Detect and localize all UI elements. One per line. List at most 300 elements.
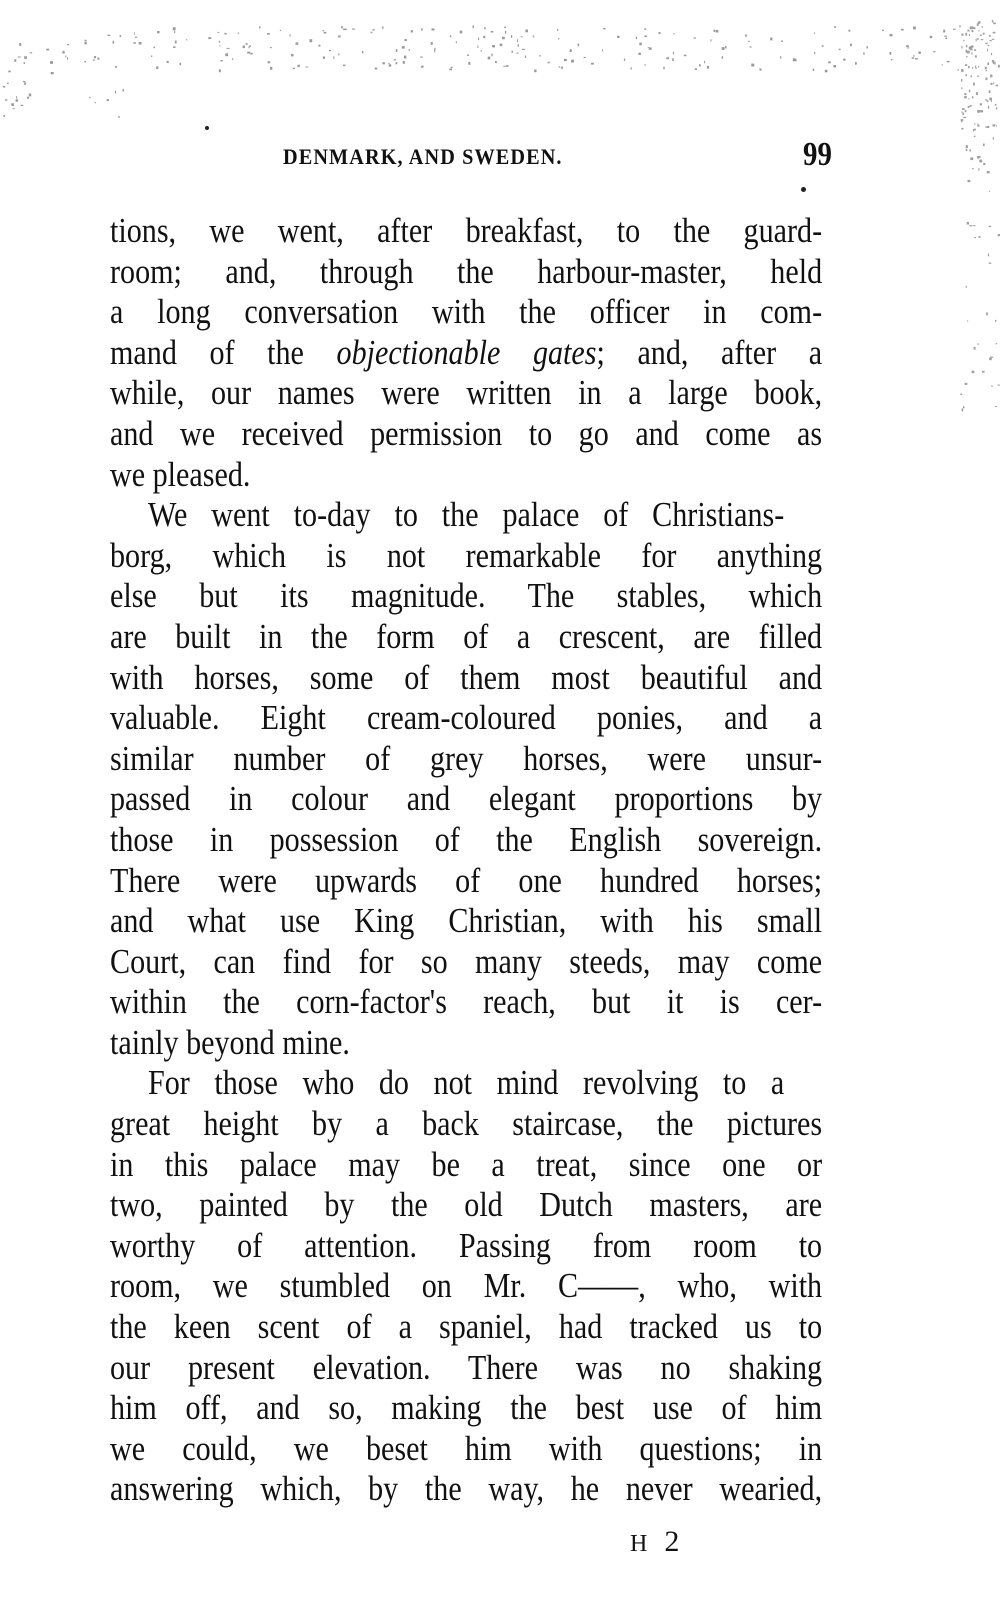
speckle	[343, 65, 346, 67]
speckle	[995, 406, 997, 407]
speckle	[965, 64, 967, 66]
speckle	[882, 30, 884, 31]
speckle	[352, 29, 355, 30]
speckle	[97, 58, 99, 60]
speckle	[991, 100, 992, 102]
speckle	[50, 61, 53, 64]
speckle	[24, 82, 26, 85]
speckle	[338, 35, 341, 37]
speckle	[780, 56, 781, 59]
speckle	[518, 44, 519, 47]
speckle	[362, 51, 363, 53]
speckle	[986, 70, 987, 71]
speckle	[460, 31, 463, 34]
speckle	[995, 62, 996, 65]
speckle	[978, 30, 979, 31]
speckle	[151, 56, 152, 57]
paragraph	[110, 1063, 822, 1510]
text-line-content: room, we stumbled on Mr. C——, who, with	[110, 1266, 823, 1306]
speckle	[139, 42, 142, 45]
speckle	[985, 43, 987, 44]
speckle	[517, 53, 519, 54]
speckle	[95, 102, 96, 103]
speckle	[996, 125, 997, 126]
text-line-content: tainly beyond mine.	[110, 1022, 350, 1062]
speckle	[967, 320, 968, 321]
speckle	[451, 67, 453, 68]
speckle	[781, 40, 783, 42]
speckle	[961, 87, 962, 89]
speckle	[964, 96, 967, 98]
speckle	[901, 29, 904, 31]
speckle	[135, 37, 137, 38]
speckle	[539, 55, 541, 56]
speckle	[959, 25, 960, 27]
speckle	[986, 312, 988, 315]
text-line	[110, 982, 822, 1023]
text-line	[110, 820, 822, 861]
text-line	[110, 698, 822, 739]
speckle	[866, 46, 868, 48]
speckle	[993, 32, 996, 34]
speckle	[504, 27, 506, 28]
speckle	[561, 67, 563, 69]
speckle	[793, 58, 796, 61]
text-line-content: For those who do not mind revolving to a	[148, 1063, 785, 1103]
speckle	[51, 72, 54, 74]
speckle	[484, 27, 486, 29]
text-line-content: borg, which is not remarkable for anything	[110, 535, 823, 575]
speckle	[107, 99, 109, 101]
speckle	[973, 225, 976, 226]
speckle	[249, 46, 250, 48]
speckle	[863, 52, 864, 55]
speckle	[960, 394, 962, 396]
speckle	[46, 49, 49, 51]
speckle	[488, 57, 491, 60]
speckle	[944, 36, 947, 37]
speckle	[631, 67, 632, 69]
text-line-content: mand of the objectionable gates; and, after a	[110, 332, 823, 372]
text-line	[110, 1388, 822, 1429]
text-line	[110, 861, 822, 902]
speckle	[491, 31, 494, 33]
speckle	[175, 41, 177, 44]
speckle	[961, 128, 963, 130]
text-line-content: a long conversation with the officer in com-	[110, 292, 823, 332]
speckle	[673, 52, 674, 55]
speckle	[173, 46, 176, 48]
speckle	[965, 383, 968, 385]
speckle	[963, 40, 964, 42]
speckle	[517, 39, 518, 42]
speckle	[943, 30, 945, 33]
text-line	[110, 942, 822, 983]
speckle	[967, 222, 969, 225]
speckle	[133, 42, 136, 44]
speckle	[933, 51, 936, 52]
speckle	[208, 37, 211, 39]
speckle	[974, 123, 975, 124]
text-line-content: while, our names were written in a large book,	[110, 373, 823, 413]
speckle	[4, 86, 5, 88]
speckle	[65, 56, 66, 58]
text-line-content: we pleased.	[110, 454, 251, 494]
speckle	[985, 67, 987, 70]
speckle	[714, 30, 716, 32]
speckle	[238, 33, 239, 34]
speckle	[970, 49, 973, 51]
speckle	[704, 61, 705, 64]
speckle	[947, 61, 950, 63]
text-line	[110, 252, 822, 293]
speckle	[232, 58, 233, 60]
speckle	[492, 45, 495, 47]
speckle	[3, 115, 5, 117]
speckle	[666, 58, 669, 60]
speckle	[305, 67, 308, 68]
speckle	[962, 46, 963, 49]
running-head: DENMARK, AND SWEDEN.	[283, 144, 563, 169]
text-line	[110, 1145, 822, 1186]
speckle	[468, 62, 470, 65]
speckle	[3, 86, 4, 88]
speckle	[450, 35, 452, 37]
speckle	[759, 69, 761, 71]
speckle	[467, 55, 469, 56]
speckle	[710, 39, 711, 41]
speckle	[473, 25, 474, 28]
speckle	[993, 124, 996, 126]
speckle	[961, 34, 963, 36]
speckle	[976, 39, 977, 42]
speckle	[971, 52, 972, 54]
speckle	[375, 68, 378, 70]
speckle	[915, 58, 918, 59]
speckle	[968, 66, 970, 68]
signature-letter: H	[630, 1531, 649, 1557]
speckle	[716, 30, 719, 33]
speckle	[972, 67, 973, 69]
text-line-content: worthy of attention. Passing from room to	[110, 1225, 823, 1265]
speckle	[988, 106, 989, 109]
text-line-content: else but its magnitude. The stables, which	[110, 576, 823, 616]
speckle	[512, 51, 513, 53]
speckle	[382, 26, 383, 29]
speckle	[912, 57, 914, 59]
speckle	[750, 46, 752, 47]
text-line	[110, 1266, 822, 1307]
speckle	[449, 69, 452, 71]
speckle	[995, 320, 996, 322]
speckle	[974, 237, 976, 238]
text-line	[110, 739, 822, 780]
stray-mark	[205, 126, 209, 130]
speckle	[648, 47, 649, 48]
speckle	[980, 103, 982, 105]
speckle	[668, 57, 669, 59]
text-line-content: room; and, through the harbour-master, held	[110, 251, 823, 291]
text-line	[110, 455, 822, 496]
speckle	[794, 59, 797, 62]
speckle	[491, 54, 492, 57]
speckle	[991, 83, 993, 85]
text-line	[110, 495, 822, 536]
speckle	[966, 45, 968, 47]
speckle	[973, 83, 975, 86]
speckle	[967, 51, 970, 54]
speckle	[389, 64, 392, 66]
speckle	[5, 99, 7, 100]
speckle	[23, 81, 25, 82]
speckle	[974, 136, 976, 137]
speckle	[63, 51, 65, 54]
speckle	[602, 49, 603, 51]
text-line-content: passed in colour and elegant proportions by	[110, 779, 823, 819]
text-line	[110, 292, 822, 333]
speckle	[972, 96, 973, 98]
text-line	[110, 1469, 822, 1510]
speckle	[974, 129, 976, 131]
speckle	[14, 59, 16, 62]
speckle	[968, 98, 969, 99]
speckle	[558, 38, 559, 39]
speckle	[219, 41, 220, 43]
scan-edge-noise	[940, 0, 1000, 420]
text-line-content: and we received permission to go and come as	[110, 413, 823, 453]
speckle	[534, 70, 536, 73]
speckle	[977, 124, 978, 127]
speckle	[989, 358, 992, 361]
speckle	[990, 40, 993, 41]
speckle	[227, 48, 230, 49]
speckle	[259, 26, 260, 28]
speckle	[745, 34, 747, 36]
speckle	[67, 44, 69, 45]
speckle	[638, 53, 641, 55]
speckle	[967, 30, 969, 32]
speckle	[992, 39, 995, 40]
speckle	[219, 45, 220, 46]
speckle	[409, 49, 411, 50]
speckle	[980, 110, 983, 112]
speckle	[968, 180, 971, 182]
text-line-content: two, painted by the old Dutch masters, are	[110, 1185, 823, 1225]
speckle	[333, 56, 334, 59]
text-line-content: valuable. Eight cream-coloured ponies, and a	[110, 698, 823, 738]
speckle	[27, 97, 29, 99]
speckle	[246, 43, 248, 45]
speckle	[649, 47, 652, 49]
speckle	[958, 69, 960, 70]
speckle	[975, 55, 977, 57]
speckle	[478, 38, 479, 41]
speckle	[982, 371, 985, 373]
text-line-content: we could, we beset him with questions; in	[110, 1428, 823, 1468]
speckle	[890, 34, 893, 37]
speckle	[990, 357, 993, 358]
speckle	[113, 41, 115, 44]
speckle	[913, 27, 916, 30]
speckle	[18, 57, 21, 58]
speckle	[156, 66, 158, 69]
speckle	[557, 29, 558, 31]
speckle	[404, 39, 407, 41]
speckle	[432, 28, 435, 30]
speckle	[21, 105, 24, 106]
speckle	[167, 61, 169, 63]
speckle	[30, 52, 33, 53]
speckle	[985, 78, 987, 81]
speckle	[224, 33, 226, 35]
speckle	[968, 106, 970, 108]
speckle	[961, 119, 964, 121]
speckle	[989, 226, 991, 227]
speckle	[983, 33, 985, 35]
speckle	[996, 85, 999, 87]
speckle	[564, 59, 567, 61]
speckle	[533, 36, 535, 38]
speckle	[174, 31, 175, 34]
speckle	[173, 27, 176, 30]
speckle	[584, 57, 586, 58]
text-line	[110, 414, 822, 455]
speckle	[989, 90, 991, 93]
speckle	[996, 107, 997, 109]
speckle	[505, 31, 506, 34]
page-number: 99	[803, 136, 832, 173]
speckle	[751, 64, 754, 67]
text-line	[110, 1063, 822, 1104]
speckle	[989, 263, 992, 264]
speckle	[371, 32, 373, 34]
text-line	[110, 211, 822, 252]
speckle	[243, 46, 245, 49]
speckle	[980, 34, 982, 36]
speckle	[220, 60, 222, 61]
speckle	[411, 30, 413, 32]
speckle	[94, 56, 96, 58]
speckle	[636, 37, 637, 39]
text-line-content: and what use King Christian, with his small	[110, 901, 823, 941]
text-line-content: tions, we went, after breakfast, to the guard-	[110, 211, 823, 250]
speckle	[570, 49, 572, 52]
speckle	[770, 38, 772, 41]
speckle	[891, 59, 892, 61]
speckle	[695, 68, 697, 70]
speckle	[346, 29, 347, 30]
text-line-content: We went to-day to the palace of Christians-	[148, 495, 785, 535]
speckle	[521, 36, 523, 37]
speckle	[991, 385, 992, 387]
speckle	[93, 60, 95, 61]
text-line	[110, 901, 822, 942]
speckle	[249, 45, 250, 47]
speckle	[639, 43, 642, 46]
text-line-content: the keen scent of a spaniel, had tracked us to	[110, 1307, 823, 1347]
text-line-content: answering which, by the way, he never wearied,	[110, 1469, 823, 1509]
paragraph	[110, 495, 822, 1063]
speckle	[970, 105, 972, 107]
speckle	[396, 49, 398, 52]
speckle	[930, 36, 932, 38]
speckle	[918, 52, 921, 54]
speckle	[725, 46, 727, 49]
speckle	[118, 116, 119, 118]
speckle	[987, 49, 988, 52]
signature-number: 2	[664, 1525, 680, 1558]
text-line	[110, 1104, 822, 1145]
speckle	[966, 56, 968, 57]
speckle	[396, 62, 398, 64]
speckle	[722, 56, 723, 59]
speckle	[456, 41, 457, 43]
speckle	[906, 45, 909, 47]
speckle	[908, 47, 909, 49]
speckle	[890, 52, 892, 55]
speckle	[13, 108, 15, 109]
speckle	[977, 125, 979, 127]
speckle	[966, 74, 967, 76]
speckle	[962, 409, 964, 412]
text-line	[110, 1226, 822, 1267]
speckle	[982, 26, 983, 27]
speckle	[992, 60, 994, 62]
text-line-content: Court, can find for so many steeds, may come	[110, 941, 823, 981]
speckle	[388, 63, 389, 64]
speckle	[674, 33, 675, 34]
speckle	[976, 92, 978, 95]
speckle	[503, 66, 506, 67]
text-line	[110, 1429, 822, 1470]
speckle	[814, 33, 815, 34]
text-line	[110, 658, 822, 699]
speckle	[970, 26, 973, 29]
speckle	[323, 30, 325, 31]
speckle	[969, 34, 970, 36]
speckle	[974, 49, 976, 51]
speckle	[993, 63, 994, 64]
speckle	[987, 62, 989, 65]
speckle	[659, 32, 661, 34]
speckle	[402, 46, 405, 49]
speckle	[969, 47, 972, 50]
speckle	[85, 40, 87, 42]
speckle	[973, 27, 976, 29]
speckle	[115, 66, 117, 68]
text-line	[110, 1348, 822, 1389]
speckle	[624, 59, 625, 61]
speckle	[988, 45, 990, 46]
speckle	[978, 21, 981, 23]
speckle	[578, 44, 580, 47]
speckle	[694, 37, 696, 38]
speckle	[962, 108, 965, 110]
speckle	[987, 126, 990, 128]
speckle	[571, 60, 574, 63]
speckle	[977, 110, 980, 113]
speckle	[971, 75, 973, 77]
speckle	[834, 26, 836, 28]
speckle	[7, 83, 9, 84]
speckle	[991, 53, 992, 55]
speckle	[992, 20, 994, 22]
speckle	[338, 53, 339, 55]
text-line-content: with horses, some of them most beautiful and	[110, 657, 823, 697]
speckle	[975, 65, 976, 67]
speckle	[839, 49, 841, 50]
speckle	[971, 46, 974, 48]
